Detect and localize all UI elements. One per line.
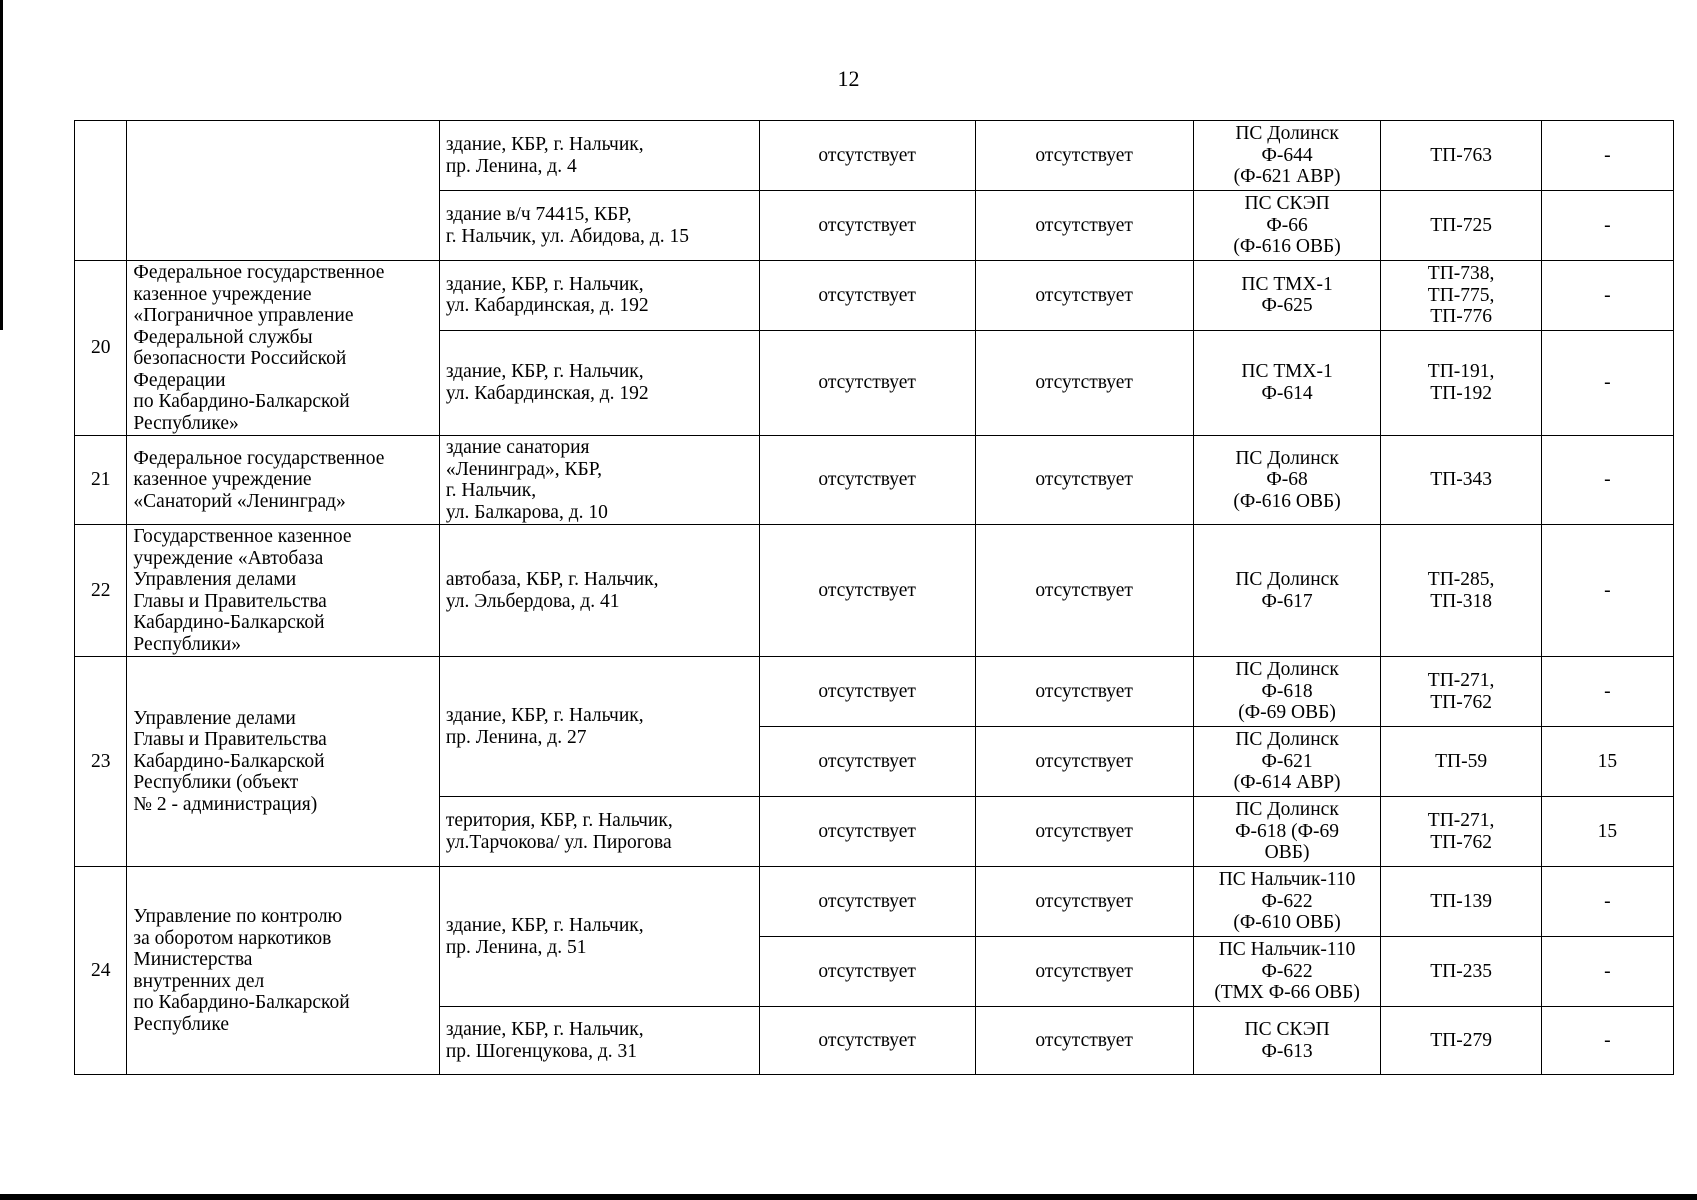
object-address	[439, 436, 759, 525]
table-row	[75, 867, 1674, 937]
object-address-line: ул. Балкарова, д. 10	[445, 501, 608, 523]
substation-feeder-line: (Ф-614 АВР)	[1233, 772, 1341, 794]
organization-name	[127, 525, 439, 657]
object-address-line: ул. Эльбердова, д. 41	[445, 590, 620, 612]
transformer-points-line: ТП-271,	[1427, 670, 1495, 691]
substation-feeder-line: (Ф-621 АВР)	[1233, 166, 1341, 188]
object-address-line: автобаза, КБР, г. Нальчик,	[445, 569, 659, 590]
substation-feeder-line: (Ф-69 ОВБ)	[1238, 702, 1336, 724]
transformer-points-line: ТП-762	[1430, 831, 1492, 853]
organization-name-line: Главы и Правительства	[133, 590, 327, 612]
status-cell: отсутствует	[975, 191, 1193, 261]
status-cell: отсутствует	[759, 191, 975, 261]
organization-name	[127, 261, 439, 436]
substation-feeder	[1193, 937, 1381, 1007]
organization-name-line: Кабардино-Балкарской	[133, 612, 325, 633]
transformer-points-line: ТП-775,	[1427, 284, 1495, 306]
status-cell: отсутствует	[975, 261, 1193, 331]
object-address-line: здание, КБР, г. Нальчик,	[445, 134, 644, 155]
organization-name	[127, 436, 439, 525]
organization-name-line: Кабардино-Балкарской	[133, 750, 325, 772]
object-address-line: здание, КБР, г. Нальчик,	[445, 273, 644, 295]
substation-feeder-line: ПС Долинск	[1235, 123, 1339, 145]
scan-bottom-edge	[0, 1194, 1697, 1200]
substation-feeder	[1193, 121, 1381, 191]
substation-feeder	[1193, 261, 1381, 331]
substation-feeder	[1193, 1007, 1381, 1075]
substation-feeder-line: ПС Долинск	[1235, 659, 1339, 681]
substation-feeder	[1193, 330, 1381, 435]
status-cell: отсутствует	[759, 525, 975, 657]
substation-feeder-line: ПС Долинск	[1235, 447, 1339, 469]
status-cell: отсутствует	[975, 436, 1193, 525]
substation-feeder-line: ПС Долинск	[1235, 569, 1339, 590]
transformer-points-line: ТП-191,	[1427, 361, 1495, 383]
status-cell: отсутствует	[759, 436, 975, 525]
organization-name-line: Республики (объект	[133, 772, 299, 794]
organization-name-line: по Кабардино-Балкарской	[133, 391, 350, 412]
object-address-line: здание, КБР, г. Нальчик,	[445, 705, 644, 726]
last-value: -	[1541, 330, 1673, 435]
object-address-line: територия, КБР, г. Нальчик,	[445, 810, 673, 831]
organization-name-line: учреждение «Автобаза	[133, 547, 324, 569]
status-cell: отсутствует	[759, 261, 975, 331]
substation-feeder-line: Ф-68	[1266, 469, 1308, 491]
transformer-points	[1381, 121, 1541, 191]
substation-feeder	[1193, 525, 1381, 657]
object-address	[439, 261, 759, 331]
substation-feeder	[1193, 867, 1381, 937]
row-number: 24	[75, 867, 127, 1075]
transformer-points	[1381, 797, 1541, 867]
substation-feeder-line: ПС ТМХ-1	[1241, 361, 1333, 383]
row-number: 22	[75, 525, 127, 657]
organization-name-line: № 2 - администрация)	[133, 793, 318, 815]
substation-feeder-line: (Ф-610 ОВБ)	[1233, 912, 1341, 934]
organization-name-line: казенное учреждение	[133, 283, 312, 305]
last-value: 15	[1541, 797, 1673, 867]
object-address-line: г. Нальчик, ул. Абидова, д. 15	[445, 225, 689, 247]
transformer-points	[1381, 261, 1541, 331]
transformer-points-line: ТП-235	[1430, 960, 1492, 982]
organization-name-line: Главы и Правительства	[133, 729, 327, 751]
row-number: 23	[75, 657, 127, 867]
transformer-points-line: ТП-738,	[1427, 263, 1495, 285]
object-address	[439, 657, 759, 797]
transformer-points-line: ТП-763	[1430, 144, 1492, 166]
object-address-line: г. Нальчик,	[445, 480, 537, 501]
transformer-points-line: ТП-725	[1430, 214, 1492, 236]
organization-name	[127, 657, 439, 867]
object-address	[439, 1007, 759, 1075]
facilities-table-body	[75, 121, 1674, 1075]
substation-feeder-line: ПС Нальчик-110	[1218, 939, 1356, 961]
page-number: 12	[837, 66, 860, 91]
transformer-points	[1381, 937, 1541, 1007]
substation-feeder-line: ПС Долинск	[1235, 799, 1339, 821]
substation-feeder-line: ПС СКЭП	[1244, 193, 1330, 215]
substation-feeder-line: Ф-617	[1261, 590, 1313, 612]
object-address-line: пр. Ленина, д. 51	[445, 936, 587, 958]
substation-feeder	[1193, 436, 1381, 525]
transformer-points-line: ТП-139	[1430, 890, 1492, 912]
object-address-line: пр. Ленина, д. 4	[445, 155, 577, 177]
organization-name-line: Республике	[133, 1013, 229, 1035]
substation-feeder-line: (Ф-616 ОВБ)	[1233, 490, 1341, 512]
organization-name-line: «Пограничное управление	[133, 305, 354, 326]
object-address-line: ул. Кабардинская, д. 192	[445, 295, 649, 317]
table-row	[75, 525, 1674, 657]
substation-feeder-line: ПС Долинск	[1235, 729, 1339, 751]
substation-feeder-line: Ф-618	[1261, 680, 1313, 702]
substation-feeder-line: (Ф-616 ОВБ)	[1233, 236, 1341, 258]
status-cell: отсутствует	[759, 797, 975, 867]
substation-feeder-line: Ф-621	[1261, 750, 1313, 772]
object-address	[439, 191, 759, 261]
organization-name-line: Управления делами	[133, 569, 297, 590]
organization-name-line: Министерства	[133, 949, 253, 970]
substation-feeder-line: Ф-644	[1261, 144, 1313, 166]
transformer-points	[1381, 1007, 1541, 1075]
transformer-points-line: ТП-59	[1435, 750, 1488, 772]
object-address-line: здание, КБР, г. Нальчик,	[445, 1019, 644, 1040]
substation-feeder-line: Ф-625	[1261, 295, 1313, 317]
object-address	[439, 867, 759, 1007]
last-value: 15	[1541, 727, 1673, 797]
status-cell: отсутствует	[759, 121, 975, 191]
transformer-points-line: ТП-343	[1430, 469, 1492, 491]
organization-name-line: Республики»	[133, 633, 241, 655]
object-address-line: ул. Кабардинская, д. 192	[445, 382, 649, 404]
transformer-points	[1381, 867, 1541, 937]
transformer-points-line: ТП-318	[1430, 590, 1492, 612]
row-number: 20	[75, 261, 127, 436]
last-value: -	[1541, 525, 1673, 657]
object-address	[439, 330, 759, 435]
transformer-points	[1381, 191, 1541, 261]
transformer-points	[1381, 727, 1541, 797]
row-number: 21	[75, 436, 127, 525]
status-cell: отсутствует	[975, 525, 1193, 657]
organization-name-line: Республике»	[133, 412, 239, 434]
status-cell: отсутствует	[759, 867, 975, 937]
substation-feeder	[1193, 191, 1381, 261]
status-cell: отсутствует	[759, 330, 975, 435]
substation-feeder	[1193, 797, 1381, 867]
transformer-points-line: ТП-762	[1430, 691, 1492, 713]
row-number	[75, 121, 127, 261]
object-address	[439, 797, 759, 867]
organization-name	[127, 867, 439, 1075]
status-cell: отсутствует	[975, 937, 1193, 1007]
object-address	[439, 525, 759, 657]
organization-name-line: Федеральное государственное	[133, 262, 385, 283]
status-cell: отсутствует	[759, 657, 975, 727]
transformer-points-line: ТП-192	[1430, 382, 1492, 404]
scan-left-edge	[0, 0, 3, 330]
facilities-table	[74, 120, 1674, 1075]
table-row	[75, 657, 1674, 727]
status-cell: отсутствует	[975, 657, 1193, 727]
status-cell: отсутствует	[975, 330, 1193, 435]
substation-feeder-line: (ТМХ Ф-66 ОВБ)	[1214, 982, 1360, 1004]
organization-name-line: по Кабардино-Балкарской	[133, 992, 350, 1013]
status-cell: отсутствует	[759, 1007, 975, 1075]
transformer-points	[1381, 436, 1541, 525]
substation-feeder-line: Ф-618 (Ф-69	[1235, 820, 1340, 842]
table-row	[75, 261, 1674, 331]
object-address-line: пр. Ленина, д. 27	[445, 726, 587, 748]
organization-name-line: безопасности Российской	[133, 348, 347, 369]
status-cell: отсутствует	[975, 867, 1193, 937]
status-cell: отсутствует	[975, 121, 1193, 191]
substation-feeder-line: Ф-66	[1266, 214, 1308, 236]
organization-name-line: Федерации	[133, 369, 226, 391]
organization-name	[127, 121, 439, 261]
status-cell: отсутствует	[759, 937, 975, 1007]
substation-feeder-line: Ф-622	[1261, 890, 1313, 912]
transformer-points-line: ТП-279	[1430, 1029, 1492, 1051]
last-value: -	[1541, 191, 1673, 261]
organization-name-line: Управление по контролю	[133, 906, 343, 927]
status-cell: отсутствует	[975, 727, 1193, 797]
transformer-points	[1381, 330, 1541, 435]
substation-feeder-line: Ф-613	[1261, 1040, 1313, 1062]
object-address-line: ул.Тарчокова/ ул. Пирогова	[445, 831, 672, 853]
status-cell: отсутствует	[975, 797, 1193, 867]
transformer-points	[1381, 657, 1541, 727]
substation-feeder-line: ПС Нальчик-110	[1218, 869, 1356, 891]
substation-feeder	[1193, 727, 1381, 797]
substation-feeder-line: Ф-622	[1261, 960, 1313, 982]
organization-name-line: казенное учреждение	[133, 469, 312, 491]
last-value: -	[1541, 867, 1673, 937]
substation-feeder-line: ОВБ)	[1264, 842, 1310, 864]
organization-name-line: внутренних дел	[133, 970, 265, 992]
last-value: -	[1541, 121, 1673, 191]
organization-name-line: Управление делами	[133, 707, 296, 729]
substation-feeder-line: Ф-614	[1261, 382, 1313, 404]
transformer-points-line: ТП-285,	[1427, 569, 1495, 590]
transformer-points-line: ТП-271,	[1427, 810, 1495, 831]
substation-feeder	[1193, 657, 1381, 727]
last-value: -	[1541, 1007, 1673, 1075]
substation-feeder-line: ПС ТМХ-1	[1241, 273, 1333, 295]
organization-name-line: «Санаторий «Ленинград»	[133, 490, 346, 512]
transformer-points	[1381, 525, 1541, 657]
substation-feeder-line: ПС СКЭП	[1244, 1019, 1330, 1040]
transformer-points-line: ТП-776	[1430, 306, 1492, 328]
object-address-line: здание, КБР, г. Нальчик,	[445, 915, 644, 936]
table-row	[75, 121, 1674, 191]
last-value: -	[1541, 937, 1673, 1007]
last-value: -	[1541, 436, 1673, 525]
organization-name-line: Федеральное государственное	[133, 447, 385, 469]
object-address-line: здание, КБР, г. Нальчик,	[445, 361, 644, 383]
object-address	[439, 121, 759, 191]
object-address-line: здание в/ч 74415, КБР,	[445, 204, 632, 225]
object-address-line: «Ленинград», КБР,	[445, 458, 602, 480]
status-cell: отсутствует	[759, 727, 975, 797]
table-row	[75, 436, 1674, 525]
last-value: -	[1541, 657, 1673, 727]
organization-name-line: за оборотом наркотиков	[133, 927, 332, 949]
object-address-line: здание санатория	[445, 437, 590, 458]
organization-name-line: Федеральной службы	[133, 326, 313, 348]
organization-name-line: Государственное казенное	[133, 526, 352, 547]
status-cell: отсутствует	[975, 1007, 1193, 1075]
object-address-line: пр. Шогенцукова, д. 31	[445, 1040, 638, 1062]
last-value: -	[1541, 261, 1673, 331]
